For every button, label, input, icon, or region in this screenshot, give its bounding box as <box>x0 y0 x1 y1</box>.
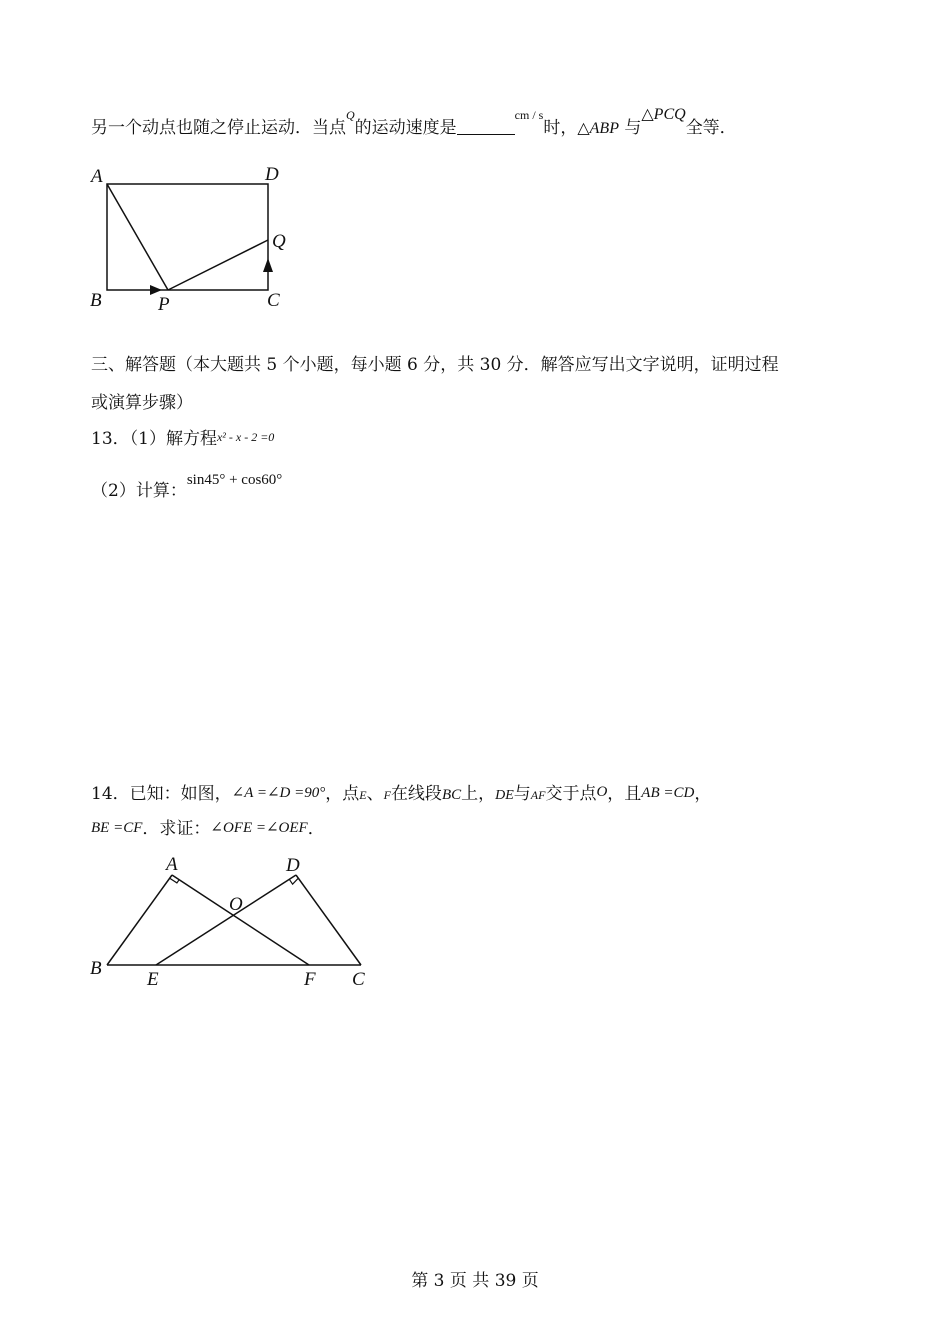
figure-rectangle <box>80 160 320 320</box>
q14-text: ， <box>694 784 712 804</box>
q14-point-o: O <box>596 784 608 800</box>
q14-segment-af: AF <box>530 788 546 802</box>
label-e: E <box>147 969 159 990</box>
q13-expression: sin45° + cos60° <box>186 472 283 488</box>
label-d: D <box>286 855 300 876</box>
q12-text4: 与 <box>624 118 642 138</box>
q12-text5: 全等． <box>685 118 737 138</box>
q12-text3: 时， <box>543 118 578 138</box>
label-c: C <box>267 290 280 311</box>
q12-line <box>91 106 737 141</box>
page-footer: 第 3 页 共 39 页 <box>411 1271 539 1291</box>
q14-condition-angles: ∠A =∠D =90° <box>231 785 326 801</box>
q14-text: ，点 <box>325 784 360 804</box>
q14-line2 <box>91 817 325 842</box>
q14-condition-be-cf: BE =CF <box>91 820 143 836</box>
q14-text: 与 <box>513 784 531 804</box>
q14-text: 已知：如图， <box>129 784 232 804</box>
label-a: A <box>166 854 178 875</box>
segment-af <box>172 875 309 965</box>
arrow-up-icon <box>263 258 273 272</box>
label-p: P <box>158 294 170 315</box>
q12-point-q: Q <box>346 108 355 122</box>
label-q: Q <box>272 231 286 252</box>
q14-point-e: E <box>359 788 367 802</box>
figure-triangles <box>80 850 380 1000</box>
q14-point-f: F <box>383 788 391 802</box>
q13-part2-label: （2）计算： <box>91 481 187 501</box>
q13-part2 <box>91 472 283 504</box>
q14-text: 在线段 <box>390 784 442 804</box>
q13-part1-label: （1）解方程 <box>129 429 217 449</box>
segment-dc <box>296 875 361 965</box>
label-o: O <box>229 894 243 915</box>
section-heading-line1: 三、解答题（本大题共 5 个小题，每小题 6 分，共 30 分．解答应写出文字说明，证明过程 <box>91 355 779 375</box>
q14-goal: ∠OFE =∠OEF <box>210 820 308 836</box>
label-c: C <box>352 969 365 990</box>
segment-pq <box>168 240 268 290</box>
label-a: A <box>91 166 103 187</box>
label-f: F <box>304 969 316 990</box>
q14-text: ．求证： <box>142 819 211 839</box>
q14-segment-de: DE <box>495 788 514 803</box>
rectangle-abcd <box>107 184 268 290</box>
q12-text2: 的运动速度是 <box>354 118 457 138</box>
label-b: B <box>90 958 102 979</box>
answer-blank[interactable] <box>457 116 515 135</box>
q14-line1 <box>91 782 711 808</box>
section-heading-line2: 或演算步骤） <box>91 393 193 413</box>
q14-text: 、 <box>366 784 384 804</box>
q14-number: 14． <box>91 784 130 804</box>
segment-ab <box>107 875 172 965</box>
q14-segment-bc: BC <box>441 787 462 803</box>
q13-equation: x² - x - 2 =0 <box>216 430 275 444</box>
q12-triangle-abp: △ABP <box>577 120 619 137</box>
q14-condition-sides: AB =CD <box>641 785 695 801</box>
q12-triangle-pcq: △PCQ <box>641 106 686 123</box>
q12-unit: cm / s <box>514 108 544 122</box>
q14-text: 交于点 <box>545 784 597 804</box>
label-b: B <box>90 290 102 311</box>
segment-de <box>156 875 296 965</box>
q14-text: ． <box>307 819 325 839</box>
segment-ap <box>107 184 168 290</box>
q13-part1 <box>91 427 274 452</box>
q13-number: 13． <box>91 429 130 449</box>
q12-text1: 另一个动点也随之停止运动．当点 <box>91 118 346 138</box>
label-d: D <box>265 164 279 185</box>
q14-text: ，且 <box>607 784 642 804</box>
q14-text: 上， <box>461 784 496 804</box>
